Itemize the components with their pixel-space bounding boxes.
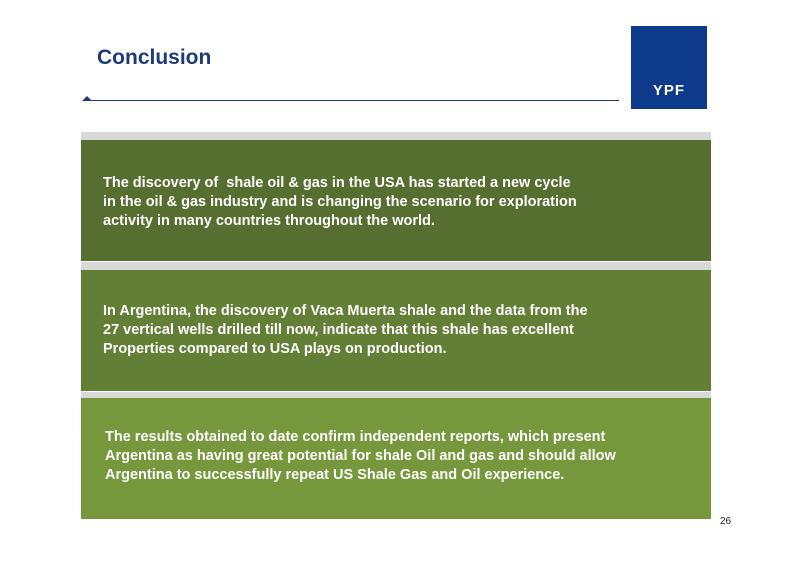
page-number: 26 (720, 516, 732, 527)
page-title: Conclusion (97, 46, 212, 69)
conclusion-panel-3 (81, 392, 711, 519)
panel-text: In Argentina, the discovery of Vaca Muerta shale and the data from the 27 vertical wells drilled till now, indicate that this shale has excellent Properties compared to USA plays on production. (103, 303, 588, 357)
title-rule (84, 100, 619, 101)
conclusion-panel-2 (81, 262, 711, 391)
conclusion-panel-1 (81, 132, 711, 261)
logo-text: YPF (652, 82, 686, 99)
panel-text: The discovery of shale oil & gas in the USA has started a new cycle in the oil & gas industry and is changing the scenario for exploration activity in many countries throughout the world. (103, 175, 577, 229)
panel-body (81, 140, 711, 261)
panel-text: The results obtained to date confirm independent reports, which present Argentina as having great potential for shale Oil and gas and should allow Argentina to successfully repeat US Shale Gas and Oil experience. (105, 429, 616, 483)
ypf-logo (631, 26, 707, 109)
panel-body (81, 398, 711, 519)
panel-body (81, 270, 711, 391)
